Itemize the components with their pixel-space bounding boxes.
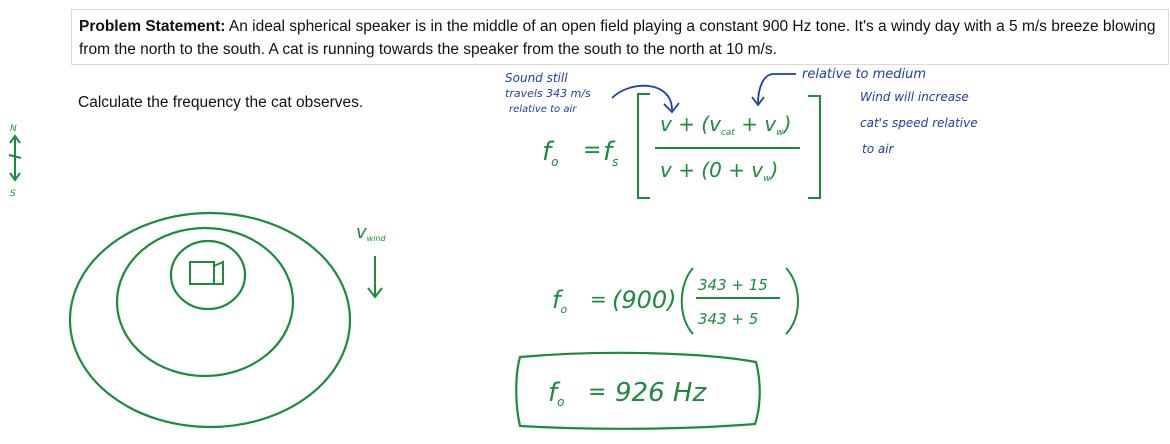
compass-icon — [9, 136, 21, 180]
note-sound-2: travels 343 m/s — [505, 87, 591, 100]
note-wind-1: Wind will increase — [860, 90, 969, 104]
calc-eq: = — [590, 287, 607, 311]
note-relative-medium: relative to medium — [802, 67, 927, 82]
compass-north: N — [10, 124, 17, 134]
calc-freq: (900) — [612, 286, 677, 314]
result-eq: = — [588, 380, 607, 405]
problem-label: Problem Statement: — [79, 18, 226, 35]
substitution — [552, 276, 768, 328]
wind-label: vwind — [356, 222, 386, 243]
result-value: 926 Hz — [615, 378, 707, 408]
formula-lhs: $f_o$ — [542, 137, 559, 169]
question-text: Calculate the frequency the cat observes. — [78, 94, 364, 111]
note-wind-3: to air — [862, 142, 894, 156]
formula-numerator: $v + (v_{cat} + v_w)$ — [660, 112, 792, 138]
formula-denominator: $v + (0 + v_w)$ — [660, 158, 779, 184]
calc-numerator: 343 + 15 — [698, 276, 768, 294]
wind-arrow-icon — [368, 256, 382, 297]
speaker-icon — [190, 262, 223, 284]
calc-lhs: $f_o$ — [552, 286, 568, 316]
result-lhs: fo — [548, 378, 565, 409]
formula-eq: = — [583, 138, 602, 163]
note-sound-1: Sound still — [505, 71, 568, 85]
sound-waves — [70, 213, 350, 427]
result — [548, 378, 707, 409]
note-sound-3: relative to air — [509, 104, 577, 115]
note-wind-2: cat's speed relative — [860, 116, 978, 130]
calc-denominator: 343 + 5 — [698, 310, 759, 328]
problem-text: An ideal spherical speaker is in the middle of an open field playing a constant 900 Hz tone. It's a windy day with a 5 m/s breeze blowing from the north to the south. A cat is running towards the speaker from the south to the north at 10 m/s. — [79, 18, 1156, 58]
compass-south: S — [10, 189, 16, 199]
formula-fs: $f_s$ — [603, 137, 619, 169]
formula-brackets — [638, 94, 820, 198]
